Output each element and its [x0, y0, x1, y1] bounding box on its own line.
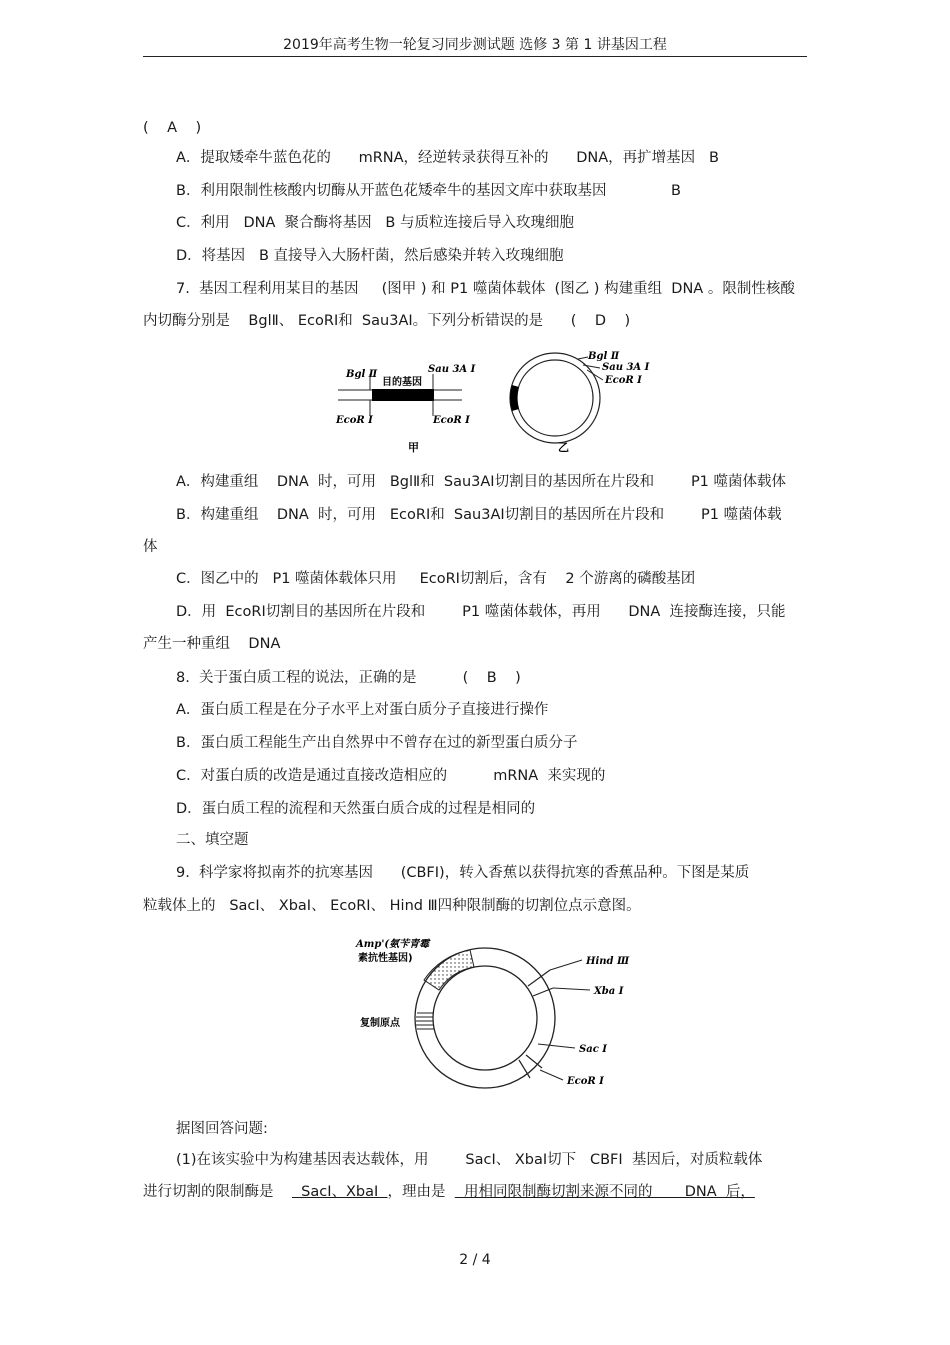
yi-ecor-label: EcoR Ⅰ: [605, 375, 642, 386]
q6-option-b: B．利用限制性核酸内切酶从开蓝色花矮牵牛的基因文库中获取基因 B: [176, 183, 681, 199]
figure-yi: [510, 351, 650, 454]
jia-bgl-label: Bgl Ⅱ: [346, 369, 378, 380]
jia-target-gene-label: 目的基因: [382, 377, 422, 388]
q6-option-c: C．利用 DNA 聚合酶将基因 B 与质粒连接后导入玫瑰细胞: [176, 215, 574, 231]
q9-sub1-line1: (1)在该实验中为构建基因表达载体，用 SacⅠ、 XbaⅠ切下 CBFI 基因后，对质粒载体: [176, 1152, 763, 1168]
amp-label-line2: 素抗性基因): [358, 953, 413, 964]
q6-answer: ( A ): [143, 120, 202, 136]
q9-stem-line1: 9. 科学家将拟南芥的抗寒基因 (CBFI)，转入香蕉以获得抗寒的香蕉品种。下图是某质: [176, 865, 750, 881]
jia-ecor-left-label: EcoR Ⅰ: [336, 415, 373, 426]
q7-stem-line1: 7. 基因工程利用某目的基因 (图甲 ) 和 P1 噬菌体载体 (图乙 ) 构建重组 DNA 。限制性核酸: [176, 281, 795, 297]
hind-label: Hind Ⅲ: [586, 956, 630, 967]
q7-option-b: B．构建重组 DNA 时，可用 EcoRⅠ和 Sau3AⅠ切割目的基因所在片段和 P1 噬菌体载: [176, 507, 782, 523]
q6-option-a: A．提取矮牵牛蓝色花的 mRNA，经逆转录获得互补的 DNA，再扩增基因 B: [176, 150, 719, 166]
q8-option-b: B．蛋白质工程能生产出自然界中不曾存在过的新型蛋白质分子: [176, 735, 578, 751]
q8-option-a: A．蛋白质工程是在分子水平上对蛋白质分子直接进行操作: [176, 702, 549, 718]
figure-plasmid: [350, 930, 640, 1100]
q6-option-d: D．将基因 B 直接导入大肠杆菌，然后感染并转入玫瑰细胞: [176, 248, 564, 264]
yi-caption: 乙: [558, 441, 569, 454]
q9-sub1-line2: [143, 1182, 755, 1202]
jia-caption: 甲: [408, 441, 419, 454]
q7-option-d: D．用 EcoRⅠ切割目的基因所在片段和 P1 噬菌体载体，再用 DNA 连接酶连接，只能: [176, 604, 786, 620]
q9-answer-reason: 用相同限制酶切割来源不同的 DNA 后，: [454, 1184, 755, 1200]
q7-option-d-cont: 产生一种重组 DNA: [143, 636, 281, 652]
xba-label: Xba Ⅰ: [594, 986, 624, 997]
q9-sub1-prefix: 进行切割的限制酶是: [143, 1184, 292, 1200]
figure-jia: [335, 364, 476, 454]
q9-answer-enzymes: SacⅠ、XbaⅠ: [291, 1184, 388, 1200]
ecor-label: EcoR Ⅰ: [567, 1076, 604, 1087]
page-header: 2019年高考生物一轮复习同步测试题 选修 3 第 1 讲基因工程: [143, 36, 807, 57]
q8-option-c: C．对蛋白质的改造是通过直接改造相应的 mRNA 来实现的: [176, 768, 606, 784]
q9-stem-line2: 粒载体上的 SacⅠ、 XbaⅠ、 EcoRⅠ、 Hind Ⅲ四种限制酶的切割位点示意图。: [143, 898, 641, 914]
jia-sau-label: Sau 3A Ⅰ: [428, 364, 476, 375]
q9-instruction: 据图回答问题:: [176, 1121, 268, 1137]
ori-label: 复制原点: [360, 1018, 400, 1029]
q7-stem-line2: 内切酶分别是 BglⅡ、 EcoRⅠ和 Sau3AⅠ。下列分析错误的是 ( D ): [143, 313, 631, 329]
figure-jia-yi: [330, 340, 660, 460]
page-number: 2 / 4: [459, 1252, 491, 1268]
q8-stem: 8. 关于蛋白质工程的说法，正确的是 ( B ): [176, 670, 521, 686]
q8-option-d: D．蛋白质工程的流程和天然蛋白质合成的过程是相同的: [176, 801, 536, 817]
amp-label-line1: Amp'(氨苄青霉: [356, 939, 430, 950]
yi-bgl-label: Bgl Ⅱ: [588, 351, 620, 362]
sac-label: Sac Ⅰ: [579, 1044, 607, 1055]
q7-option-a: A．构建重组 DNA 时，可用 BglⅡ和 Sau3AⅠ切割目的基因所在片段和 P1 噬菌体载体: [176, 474, 787, 490]
section-title-fill-blank: 二、填空题: [176, 832, 249, 848]
q7-option-b-cont: 体: [143, 539, 158, 555]
q9-reason-prefix: ，理由是: [387, 1184, 455, 1200]
yi-sau-label: Sau 3A Ⅰ: [602, 362, 650, 373]
jia-ecor-right-label: EcoR Ⅰ: [433, 415, 470, 426]
q7-option-c: C．图乙中的 P1 噬菌体载体只用 EcoRⅠ切割后，含有 2 个游离的磷酸基团: [176, 571, 696, 587]
